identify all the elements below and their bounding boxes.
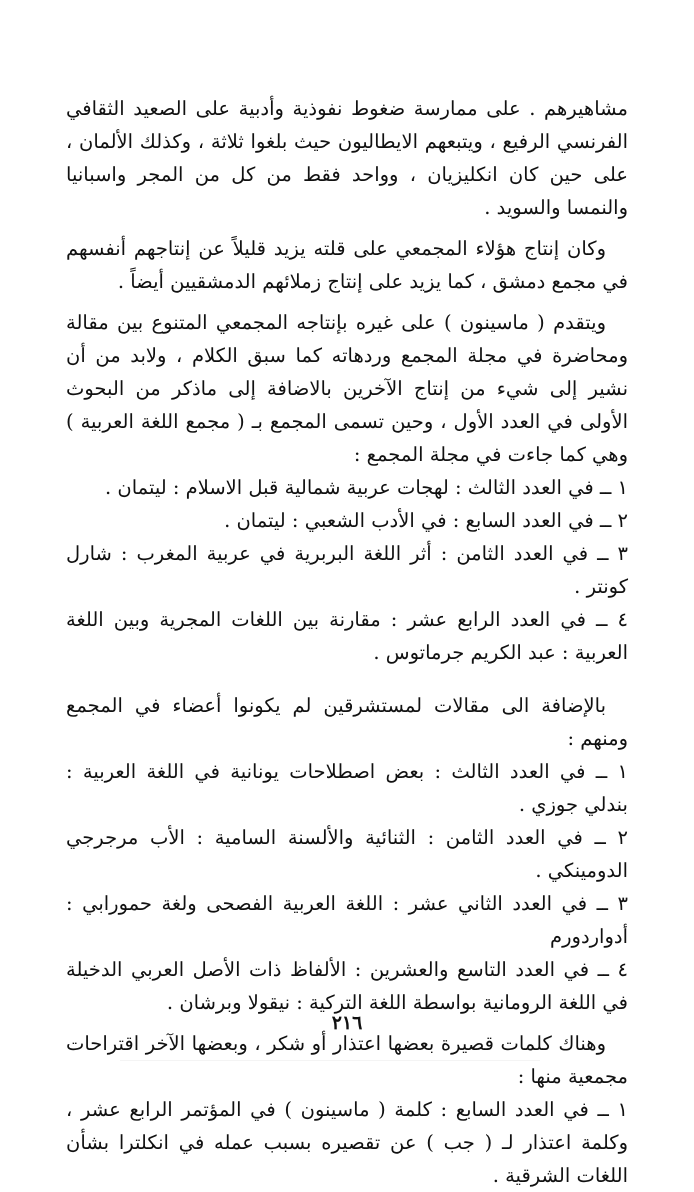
paragraph-non-members: بالإضافة الى مقالات لمستشرقين لم يكونوا أعضاء في المجمع ومنهم : bbox=[66, 694, 628, 750]
list-item: ٢ ــ في العدد السابع : في الأدب الشعبي : ليتمان . bbox=[224, 509, 628, 532]
scan-edge-divider bbox=[120, 1060, 540, 1061]
page-number: ٢١٦ bbox=[331, 1012, 363, 1034]
paragraph-short-words: وهناك كلمات قصيرة بعضها اعتذار أو شكر ، وبعضها الآخر اقتراحات مجمعية منها : bbox=[66, 1032, 628, 1088]
list-item: ١ ــ في العدد الثالث : بعض اصطلاحات يونانية في اللغة العربية : بندلي جوزي . bbox=[66, 760, 628, 816]
list-nonmember-articles bbox=[66, 755, 628, 1019]
paragraph-production: وكان إنتاج هؤلاء المجمعي على قلته يزيد قليلاً عن إنتاجهم أنفسهم في مجمع دمشق ، كما يزيد على إنتاج زملائهم الدمشقيين أيضاً . bbox=[66, 237, 628, 293]
list-short-words bbox=[66, 1093, 628, 1192]
list-item: ٢ ــ في العدد الثامن : الثنائية والألسنة السامية : الأب مرجرجي الدومينكي . bbox=[66, 826, 628, 882]
list-item: ٣ ــ في العدد الثامن : أثر اللغة البربرية في عربية المغرب : شارل كونتر . bbox=[66, 542, 628, 598]
list-item: ١ ــ في العدد السابع : كلمة ( ماسينون ) في المؤتمر الرابع عشر ، وكلمة اعتذار لـ ( جب ) عن تقصيره بسبب عمله في انكلترا بشأن اللغات الشرقية . bbox=[66, 1098, 628, 1187]
list-item: ٤ ــ في العدد الرابع عشر : مقارنة بين اللغات المجرية وبين اللغة العربية : عبد الكريم جرماتوس . bbox=[66, 608, 628, 664]
paragraph-continuation: مشاهيرهم . على ممارسة ضغوط نفوذية وأدبية على الصعيد الثقافي الفرنسي الرفيع ، ويتبعهم الايطاليون حيث بلغوا ثلاثة ، وكذلك الألمان ، على حين كان انكليزيان ، وواحد فقط من كل من المجر واسبانيا والنمسا والسويد . bbox=[66, 97, 628, 219]
paragraph-massignon: ويتقدم ( ماسينون ) على غيره بإنتاجه المجمعي المتنوع بين مقالة ومحاضرة في مجلة المجمع وردهاته كما سبق الكلام ، ولابد من أن نشير إلى شيء من إنتاج الآخرين بالاضافة إلى ماذكر من البحوث الأولى في العدد الأول ، وحين تسمى المجمع بـ ( مجمع اللغة العربية ) وهي كما جاءت في مجلة المجمع : bbox=[66, 311, 628, 466]
list-item: ٣ ــ في العدد الثاني عشر : اللغة العربية الفصحى ولغة حمورابي : أدواردورم bbox=[66, 892, 628, 948]
list-member-articles bbox=[66, 471, 628, 669]
list-item: ٤ ــ في العدد التاسع والعشرين : الألفاظ ذات الأصل العربي الدخيلة في اللغة الرومانية بواسطة اللغة التركية : نيقولا وبرشان . bbox=[66, 958, 628, 1014]
list-item: ١ ــ في العدد الثالث : لهجات عربية شمالية قبل الاسلام : ليتمان . bbox=[105, 476, 628, 499]
